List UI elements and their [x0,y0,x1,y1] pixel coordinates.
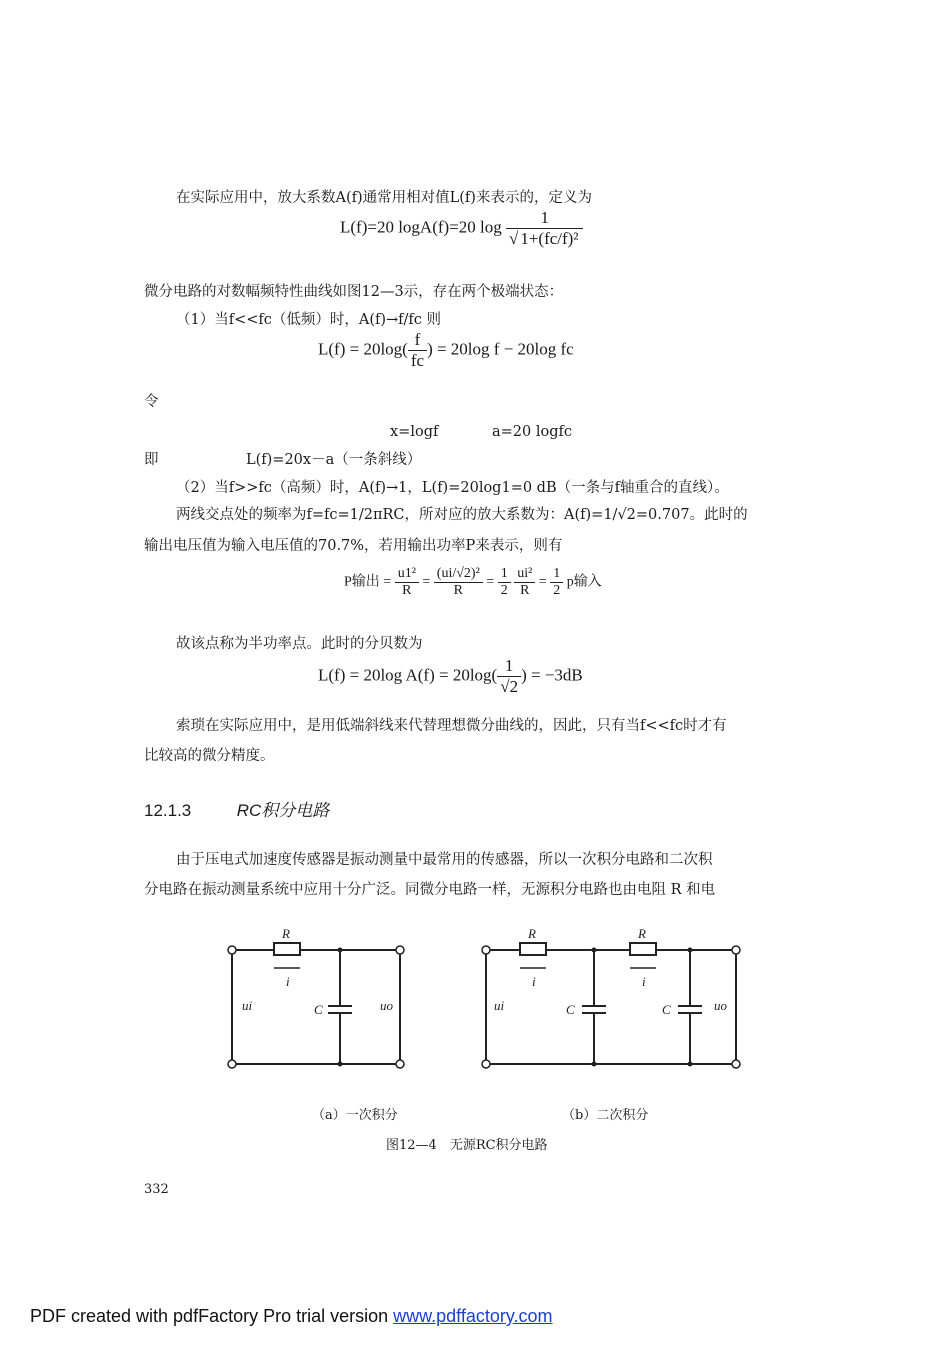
eq3-rhs: p输入 [566,574,602,590]
eq1-denominator: √ 1+(fc/f)² [509,229,579,248]
page-number: 332 [144,1182,169,1197]
paragraph-accuracy-2: 比较高的微分精度。 [144,748,275,764]
figure-title: 图12—4 无源RC积分电路 [386,1138,548,1153]
label-ui-a: ui [242,998,253,1013]
case-high-frequency: （2）当f>>fc（高频）时，A(f)→1，L(f)=20log1=0 dB（一条与f轴重合的直线）。 [176,480,729,496]
paragraph-half-power: 故该点称为半功率点。此时的分贝数为 [176,636,423,652]
eq3-frac1: $\frac{\text{u1²}}{R}$ [395,566,419,599]
eq1-numerator: 1 [506,208,583,229]
line-equation: L(f)=20x－a（一条斜线） [246,452,422,468]
label-uo-b: uo [714,998,727,1013]
label-R-a: R [282,926,290,941]
equation-low-frequency [318,330,574,371]
caption-b: （b）二次积分 [562,1108,649,1123]
caption-a: （a）一次积分 [312,1108,398,1123]
paragraph-intersection-1: 两线交点处的频率为f=fc=1/2πRC，所对应的放大系数为：A(f)=1/√2=0.707。此时的 [176,507,748,523]
equation-decibel [318,656,583,697]
eq1-fraction [506,208,583,249]
eq2-numerator: f [408,330,427,351]
paragraph-intersection-2: 输出电压值为输入电压值的70.7%，若用输出功率P来表示，则有 [144,538,563,554]
paragraph-integrator-2: 分电路在振动测量系统中应用十分广泛。同微分电路一样，无源积分电路也由电阻 R 和电 [144,882,716,898]
eq3-lhs: P输出 = [344,574,392,590]
case-low-frequency: （1）当f<<fc（低频）时，A(f)→f/fc 则 [176,312,442,328]
label-R-b2: R [638,926,646,941]
word-ji: 即 [144,452,159,468]
eq2-fraction [408,330,427,371]
pdf-footer [30,1306,553,1327]
section-title: RC积分电路 [236,801,330,820]
paragraph-intro: 在实际应用中，放大系数A(f)通常用相对值L(f)来表示的，定义为 [176,190,592,206]
label-i-b2: i [642,974,646,989]
label-C-b2: C [662,1002,671,1017]
equation-power: P输出 = $\frac{\text{u1²}}{R}$ = $\frac{\text{(ui/√2)²}}{R}$ = $\frac{1}{2}$ $\frac{\text{ui²}}{R}$ = $\frac{1}{2}$ p输入 [344,566,602,598]
eq2-right: ) = 20log f − 20log fc [427,339,574,359]
section-heading [144,796,329,821]
circuit-figure [220,918,750,1078]
eq3-frac2: $\frac{\text{(ui/√2)²}}{R}$ [434,566,483,599]
paragraph-accuracy-1: 索琐在实际应用中，是用低端斜线来代替理想微分曲线的，因此，只有当f<<fc时才有 [176,718,727,734]
eq1-left: L(f)=20 logA(f)=20 log [340,217,502,237]
equation-log-amplitude [340,208,583,249]
footer-link[interactable]: www.pdffactory.com [393,1306,553,1326]
label-C-b1: C [566,1002,575,1017]
label-ui-b: ui [494,998,505,1013]
section-number: 12.1.3 [144,801,192,820]
eq2-denominator: fc [410,351,425,370]
eq4-left: L(f) = 20log A(f) = 20log( [318,665,498,685]
definition-a: a=20 logfc [492,424,572,440]
eq4-fraction: $\frac{1}{√2}$ [497,656,521,697]
label-i-b1: i [532,974,536,989]
label-C-a: C [314,1002,323,1017]
definition-x: x=logf [390,424,439,440]
label-R-b1: R [528,926,536,941]
footer-text: PDF created with pdfFactory Pro trial version [30,1306,394,1326]
eq2-left: L(f) = 20log( [318,339,408,359]
word-ling: 令 [144,394,159,410]
eq3-frac4: $\frac{\text{ui²}}{R}$ [514,566,535,599]
eq3-frac5: $\frac{1}{2}$ [550,566,563,599]
label-uo-a: uo [380,998,393,1013]
eq3-frac3: $\frac{1}{2}$ [498,566,511,599]
label-i-a: i [286,974,290,989]
paragraph-curve: 微分电路的对数幅频特性曲线如图12—3示，存在两个极端状态： [144,284,564,300]
eq4-right: ) = −3dB [521,665,583,685]
paragraph-integrator-1: 由于压电式加速度传感器是振动测量中最常用的传感器，所以一次积分电路和二次积 [176,852,713,868]
